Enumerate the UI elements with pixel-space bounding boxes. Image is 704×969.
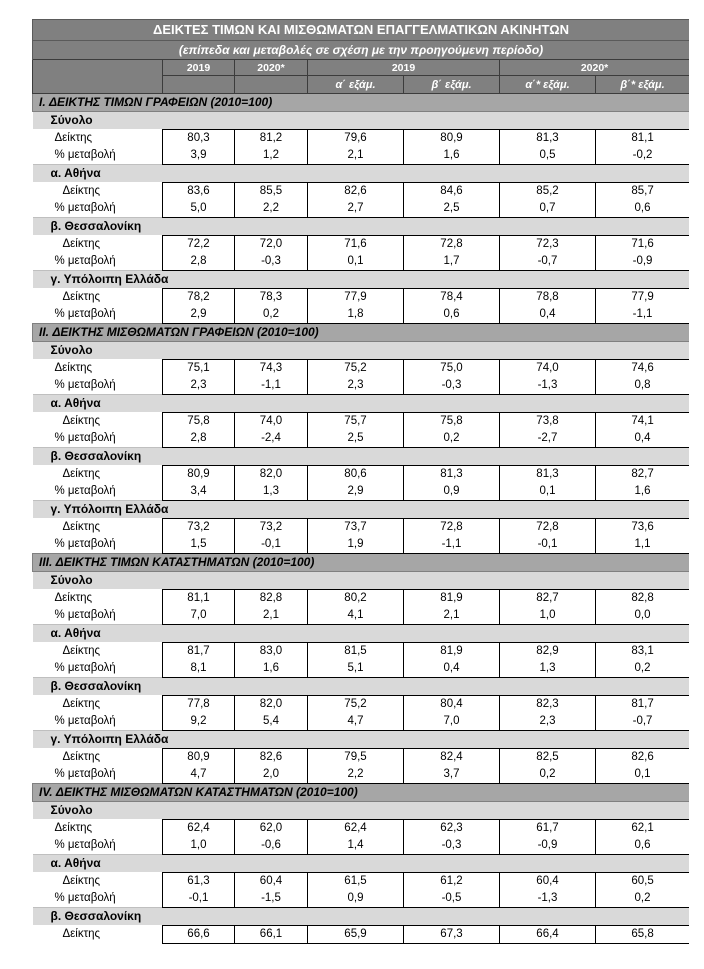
value-cell: 83,1 (596, 643, 690, 661)
value-cell: -0,9 (596, 253, 690, 271)
value-cell: -0,1 (235, 536, 308, 554)
value-cell: 0,4 (500, 306, 596, 324)
group-header (33, 448, 690, 466)
value-cell: 75,2 (308, 696, 404, 714)
value-cell: 1,1 (596, 536, 690, 554)
pct-change-label: % μεταβολή (33, 607, 163, 625)
value-cell: 61,3 (163, 873, 235, 891)
value-cell: 71,6 (308, 236, 404, 254)
value-cell: -1,1 (596, 306, 690, 324)
value-cell: -0,7 (596, 713, 690, 731)
value-cell: 74,1 (596, 413, 690, 431)
value-cell: 73,2 (235, 519, 308, 537)
group-title: β. Θεσσαλονίκη (33, 678, 690, 696)
value-cell: 74,0 (235, 413, 308, 431)
value-cell: 3,7 (404, 766, 500, 784)
value-cell: 82,3 (500, 696, 596, 714)
value-cell: 73,2 (163, 519, 235, 537)
value-cell: 66,6 (163, 926, 235, 944)
value-cell: 8,1 (163, 660, 235, 678)
value-cell: 77,8 (163, 696, 235, 714)
value-cell: 5,1 (308, 660, 404, 678)
subtitle-row (33, 41, 690, 60)
value-cell: 1,5 (163, 536, 235, 554)
value-cell: 80,3 (163, 130, 235, 148)
value-cell: 78,3 (235, 289, 308, 307)
value-cell: 2,7 (308, 200, 404, 218)
value-cell: 83,0 (235, 643, 308, 661)
value-cell: 82,8 (596, 590, 690, 608)
value-cell: 82,0 (235, 696, 308, 714)
value-cell: 0,2 (596, 890, 690, 908)
pct-change-label: % μεταβολή (33, 377, 163, 395)
value-cell: 71,6 (596, 236, 690, 254)
value-cell: 0,2 (235, 306, 308, 324)
header-2019: 2019 (163, 60, 235, 76)
header-sub-a-2019: α΄ εξάμ. (308, 76, 404, 94)
value-cell: 82,6 (235, 749, 308, 767)
value-cell: 66,1 (235, 926, 308, 944)
header-blank (33, 60, 163, 94)
value-cell: 75,8 (404, 413, 500, 431)
value-cell: 2,1 (308, 147, 404, 165)
value-cell: 75,8 (163, 413, 235, 431)
pct-change-row (33, 430, 690, 448)
group-header (33, 802, 690, 820)
section-header (33, 94, 690, 112)
pct-change-label: % μεταβολή (33, 536, 163, 554)
index-row (33, 130, 690, 148)
pct-change-row (33, 253, 690, 271)
pct-change-row (33, 147, 690, 165)
value-cell: 73,8 (500, 413, 596, 431)
value-cell: 0,4 (596, 430, 690, 448)
index-row (33, 749, 690, 767)
value-cell: 80,4 (404, 696, 500, 714)
pct-change-row (33, 766, 690, 784)
index-label: Δείκτης (33, 360, 163, 378)
value-cell: 2,3 (163, 377, 235, 395)
value-cell: 78,4 (404, 289, 500, 307)
value-cell: 74,6 (596, 360, 690, 378)
group-header (33, 112, 690, 130)
index-label: Δείκτης (33, 289, 163, 307)
value-cell: -0,3 (235, 253, 308, 271)
group-title: γ. Υπόλοιπη Ελλάδα (33, 501, 690, 519)
value-cell: 62,4 (163, 820, 235, 838)
value-cell: 2,8 (163, 253, 235, 271)
value-cell: -2,4 (235, 430, 308, 448)
value-cell: 0,2 (500, 766, 596, 784)
value-cell: 74,3 (235, 360, 308, 378)
value-cell: 0,9 (308, 890, 404, 908)
value-cell: 61,2 (404, 873, 500, 891)
section-header (33, 324, 690, 342)
value-cell: 1,6 (596, 483, 690, 501)
price-index-sheet (32, 19, 689, 944)
value-cell: 81,2 (235, 130, 308, 148)
header-group-2019: 2019 (308, 60, 500, 76)
value-cell: 81,3 (500, 466, 596, 484)
value-cell: 72,0 (235, 236, 308, 254)
value-cell: 62,1 (596, 820, 690, 838)
header-2020: 2020* (235, 60, 308, 76)
value-cell: 1,9 (308, 536, 404, 554)
value-cell: 80,9 (163, 749, 235, 767)
index-label: Δείκτης (33, 130, 163, 148)
group-title: γ. Υπόλοιπη Ελλάδα (33, 731, 690, 749)
pct-change-row (33, 660, 690, 678)
value-cell: 2,2 (235, 200, 308, 218)
value-cell: 85,5 (235, 183, 308, 201)
value-cell: 7,0 (163, 607, 235, 625)
value-cell: 7,0 (404, 713, 500, 731)
pct-change-label: % μεταβολή (33, 430, 163, 448)
value-cell: 3,4 (163, 483, 235, 501)
value-cell: 2,3 (500, 713, 596, 731)
value-cell: -1,1 (235, 377, 308, 395)
value-cell: 4,1 (308, 607, 404, 625)
table-body (33, 20, 690, 944)
value-cell: 82,5 (500, 749, 596, 767)
value-cell: 1,0 (500, 607, 596, 625)
value-cell: 9,2 (163, 713, 235, 731)
index-row (33, 820, 690, 838)
pct-change-label: % μεταβολή (33, 147, 163, 165)
value-cell: 75,1 (163, 360, 235, 378)
pct-change-row (33, 306, 690, 324)
value-cell: 1,8 (308, 306, 404, 324)
value-cell: 0,2 (596, 660, 690, 678)
value-cell: 74,0 (500, 360, 596, 378)
index-label: Δείκτης (33, 236, 163, 254)
index-row (33, 696, 690, 714)
group-title: α. Αθήνα (33, 395, 690, 413)
value-cell: 73,7 (308, 519, 404, 537)
group-title: β. Θεσσαλονίκη (33, 218, 690, 236)
value-cell: 0,6 (596, 200, 690, 218)
group-title: β. Θεσσαλονίκη (33, 908, 690, 926)
pct-change-row (33, 483, 690, 501)
value-cell: 81,5 (308, 643, 404, 661)
value-cell: 82,6 (596, 749, 690, 767)
pct-change-label: % μεταβολή (33, 766, 163, 784)
pct-change-label: % μεταβολή (33, 253, 163, 271)
group-header (33, 572, 690, 590)
value-cell: 5,4 (235, 713, 308, 731)
index-row (33, 926, 690, 944)
table-subtitle: (επίπεδα και μεταβολές σε σχέση με την προηγούμενη περίοδο) (33, 41, 690, 60)
group-title: Σύνολο (33, 802, 690, 820)
value-cell: 67,3 (404, 926, 500, 944)
value-cell: 81,7 (163, 643, 235, 661)
value-cell: 80,9 (163, 466, 235, 484)
value-cell: 78,8 (500, 289, 596, 307)
group-title: Σύνολο (33, 572, 690, 590)
value-cell: 73,6 (596, 519, 690, 537)
group-header (33, 218, 690, 236)
group-header (33, 855, 690, 873)
group-header (33, 501, 690, 519)
value-cell: 72,8 (404, 236, 500, 254)
value-cell: 72,2 (163, 236, 235, 254)
header-blank-2020 (235, 76, 308, 94)
value-cell: 80,9 (404, 130, 500, 148)
value-cell: 2,5 (404, 200, 500, 218)
pct-change-row (33, 536, 690, 554)
value-cell: 0,5 (500, 147, 596, 165)
value-cell: 0,6 (596, 837, 690, 855)
index-label: Δείκτης (33, 643, 163, 661)
value-cell: -0,7 (500, 253, 596, 271)
value-cell: -0,5 (404, 890, 500, 908)
value-cell: 2,0 (235, 766, 308, 784)
value-cell: 2,1 (404, 607, 500, 625)
index-label: Δείκτης (33, 873, 163, 891)
value-cell: 2,1 (235, 607, 308, 625)
value-cell: 60,5 (596, 873, 690, 891)
value-cell: 82,6 (308, 183, 404, 201)
price-index-table (32, 19, 689, 944)
index-row (33, 183, 690, 201)
header-row-1 (33, 60, 690, 76)
value-cell: -1,3 (500, 890, 596, 908)
value-cell: 4,7 (163, 766, 235, 784)
pct-change-label: % μεταβολή (33, 200, 163, 218)
index-label: Δείκτης (33, 590, 163, 608)
index-row (33, 643, 690, 661)
section-title: IV. ΔΕΙΚΤΗΣ ΜΙΣΘΩΜΑΤΩΝ ΚΑΤΑΣΤΗΜΑΤΩΝ (2010=100) (33, 784, 690, 802)
table-title: ΔΕΙΚΤΕΣ ΤΙΜΩΝ ΚΑΙ ΜΙΣΘΩΜΑΤΩΝ ΕΠΑΓΓΕΛΜΑΤΙΚΩΝ ΑΚΙΝΗΤΩΝ (33, 20, 690, 41)
value-cell: 0,6 (404, 306, 500, 324)
pct-change-label: % μεταβολή (33, 306, 163, 324)
group-title: Σύνολο (33, 342, 690, 360)
pct-change-label: % μεταβολή (33, 713, 163, 731)
pct-change-row (33, 837, 690, 855)
pct-change-row (33, 377, 690, 395)
section-title: II. ΔΕΙΚΤΗΣ ΜΙΣΘΩΜΑΤΩΝ ΓΡΑΦΕΙΩΝ (2010=100) (33, 324, 690, 342)
value-cell: 2,5 (308, 430, 404, 448)
value-cell: 60,4 (500, 873, 596, 891)
pct-change-label: % μεταβολή (33, 483, 163, 501)
value-cell: 60,4 (235, 873, 308, 891)
value-cell: 0,1 (500, 483, 596, 501)
value-cell: 82,7 (596, 466, 690, 484)
value-cell: 1,6 (235, 660, 308, 678)
group-title: α. Αθήνα (33, 625, 690, 643)
group-header (33, 342, 690, 360)
group-title: γ. Υπόλοιπη Ελλάδα (33, 271, 690, 289)
value-cell: 80,6 (308, 466, 404, 484)
index-label: Δείκτης (33, 926, 163, 944)
value-cell: 85,2 (500, 183, 596, 201)
section-title: I. ΔΕΙΚΤΗΣ ΤΙΜΩΝ ΓΡΑΦΕΙΩΝ (2010=100) (33, 94, 690, 112)
value-cell: 81,1 (596, 130, 690, 148)
pct-change-row (33, 890, 690, 908)
value-cell: 0,8 (596, 377, 690, 395)
value-cell: 81,7 (596, 696, 690, 714)
value-cell: 1,2 (235, 147, 308, 165)
value-cell: 85,7 (596, 183, 690, 201)
index-label: Δείκτης (33, 820, 163, 838)
value-cell: -1,5 (235, 890, 308, 908)
value-cell: 82,0 (235, 466, 308, 484)
pct-change-row (33, 607, 690, 625)
group-header (33, 165, 690, 183)
value-cell: 82,8 (235, 590, 308, 608)
value-cell: 1,0 (163, 837, 235, 855)
value-cell: 2,8 (163, 430, 235, 448)
value-cell: 62,3 (404, 820, 500, 838)
value-cell: 61,7 (500, 820, 596, 838)
value-cell: 82,4 (404, 749, 500, 767)
value-cell: 0,9 (404, 483, 500, 501)
value-cell: 5,0 (163, 200, 235, 218)
header-blank-2019 (163, 76, 235, 94)
group-header (33, 908, 690, 926)
group-header (33, 395, 690, 413)
value-cell: 72,3 (500, 236, 596, 254)
value-cell: -0,6 (235, 837, 308, 855)
value-cell: 2,2 (308, 766, 404, 784)
index-row (33, 519, 690, 537)
value-cell: 81,3 (404, 466, 500, 484)
value-cell: 75,7 (308, 413, 404, 431)
header-sub-b-2019: β΄ εξάμ. (404, 76, 500, 94)
value-cell: -1,1 (404, 536, 500, 554)
value-cell: 1,3 (500, 660, 596, 678)
index-label: Δείκτης (33, 519, 163, 537)
pct-change-row (33, 200, 690, 218)
index-label: Δείκτης (33, 466, 163, 484)
index-row (33, 590, 690, 608)
value-cell: 72,8 (500, 519, 596, 537)
value-cell: -0,1 (500, 536, 596, 554)
value-cell: 2,3 (308, 377, 404, 395)
pct-change-row (33, 713, 690, 731)
group-title: α. Αθήνα (33, 855, 690, 873)
value-cell: 65,9 (308, 926, 404, 944)
index-label: Δείκτης (33, 749, 163, 767)
value-cell: 80,2 (308, 590, 404, 608)
value-cell: 0,4 (404, 660, 500, 678)
value-cell: -0,9 (500, 837, 596, 855)
value-cell: 81,9 (404, 643, 500, 661)
pct-change-label: % μεταβολή (33, 660, 163, 678)
value-cell: 0,1 (596, 766, 690, 784)
value-cell: -2,7 (500, 430, 596, 448)
value-cell: 79,5 (308, 749, 404, 767)
value-cell: 1,6 (404, 147, 500, 165)
value-cell: 77,9 (308, 289, 404, 307)
index-label: Δείκτης (33, 696, 163, 714)
value-cell: 0,7 (500, 200, 596, 218)
title-row (33, 20, 690, 41)
group-title: Σύνολο (33, 112, 690, 130)
value-cell: 0,2 (404, 430, 500, 448)
value-cell: 61,5 (308, 873, 404, 891)
group-title: α. Αθήνα (33, 165, 690, 183)
value-cell: 0,1 (308, 253, 404, 271)
value-cell: 65,8 (596, 926, 690, 944)
value-cell: 62,4 (308, 820, 404, 838)
index-row (33, 289, 690, 307)
value-cell: 82,9 (500, 643, 596, 661)
index-row (33, 360, 690, 378)
value-cell: -0,3 (404, 837, 500, 855)
group-header (33, 625, 690, 643)
value-cell: -1,3 (500, 377, 596, 395)
header-sub-a-2020: α΄* εξάμ. (500, 76, 596, 94)
section-header (33, 784, 690, 802)
value-cell: 75,2 (308, 360, 404, 378)
value-cell: 1,7 (404, 253, 500, 271)
value-cell: 0,0 (596, 607, 690, 625)
header-sub-b-2020: β΄* εξάμ. (596, 76, 690, 94)
index-row (33, 236, 690, 254)
value-cell: -0,3 (404, 377, 500, 395)
value-cell: 62,0 (235, 820, 308, 838)
section-title: III. ΔΕΙΚΤΗΣ ΤΙΜΩΝ ΚΑΤΑΣΤΗΜΑΤΩΝ (2010=100) (33, 554, 690, 572)
value-cell: 2,9 (163, 306, 235, 324)
value-cell: 2,9 (308, 483, 404, 501)
index-row (33, 466, 690, 484)
value-cell: 81,3 (500, 130, 596, 148)
value-cell: 82,7 (500, 590, 596, 608)
value-cell: 66,4 (500, 926, 596, 944)
index-label: Δείκτης (33, 183, 163, 201)
group-title: β. Θεσσαλονίκη (33, 448, 690, 466)
value-cell: -0,2 (596, 147, 690, 165)
value-cell: 1,4 (308, 837, 404, 855)
index-label: Δείκτης (33, 413, 163, 431)
index-row (33, 413, 690, 431)
value-cell: 1,3 (235, 483, 308, 501)
value-cell: 81,1 (163, 590, 235, 608)
value-cell: 84,6 (404, 183, 500, 201)
value-cell: 83,6 (163, 183, 235, 201)
group-header (33, 731, 690, 749)
value-cell: 81,9 (404, 590, 500, 608)
pct-change-label: % μεταβολή (33, 837, 163, 855)
value-cell: 79,6 (308, 130, 404, 148)
value-cell: -0,1 (163, 890, 235, 908)
pct-change-label: % μεταβολή (33, 890, 163, 908)
value-cell: 72,8 (404, 519, 500, 537)
value-cell: 3,9 (163, 147, 235, 165)
value-cell: 75,0 (404, 360, 500, 378)
value-cell: 77,9 (596, 289, 690, 307)
group-header (33, 271, 690, 289)
group-header (33, 678, 690, 696)
index-row (33, 873, 690, 891)
value-cell: 78,2 (163, 289, 235, 307)
header-group-2020: 2020* (500, 60, 690, 76)
value-cell: 4,7 (308, 713, 404, 731)
section-header (33, 554, 690, 572)
